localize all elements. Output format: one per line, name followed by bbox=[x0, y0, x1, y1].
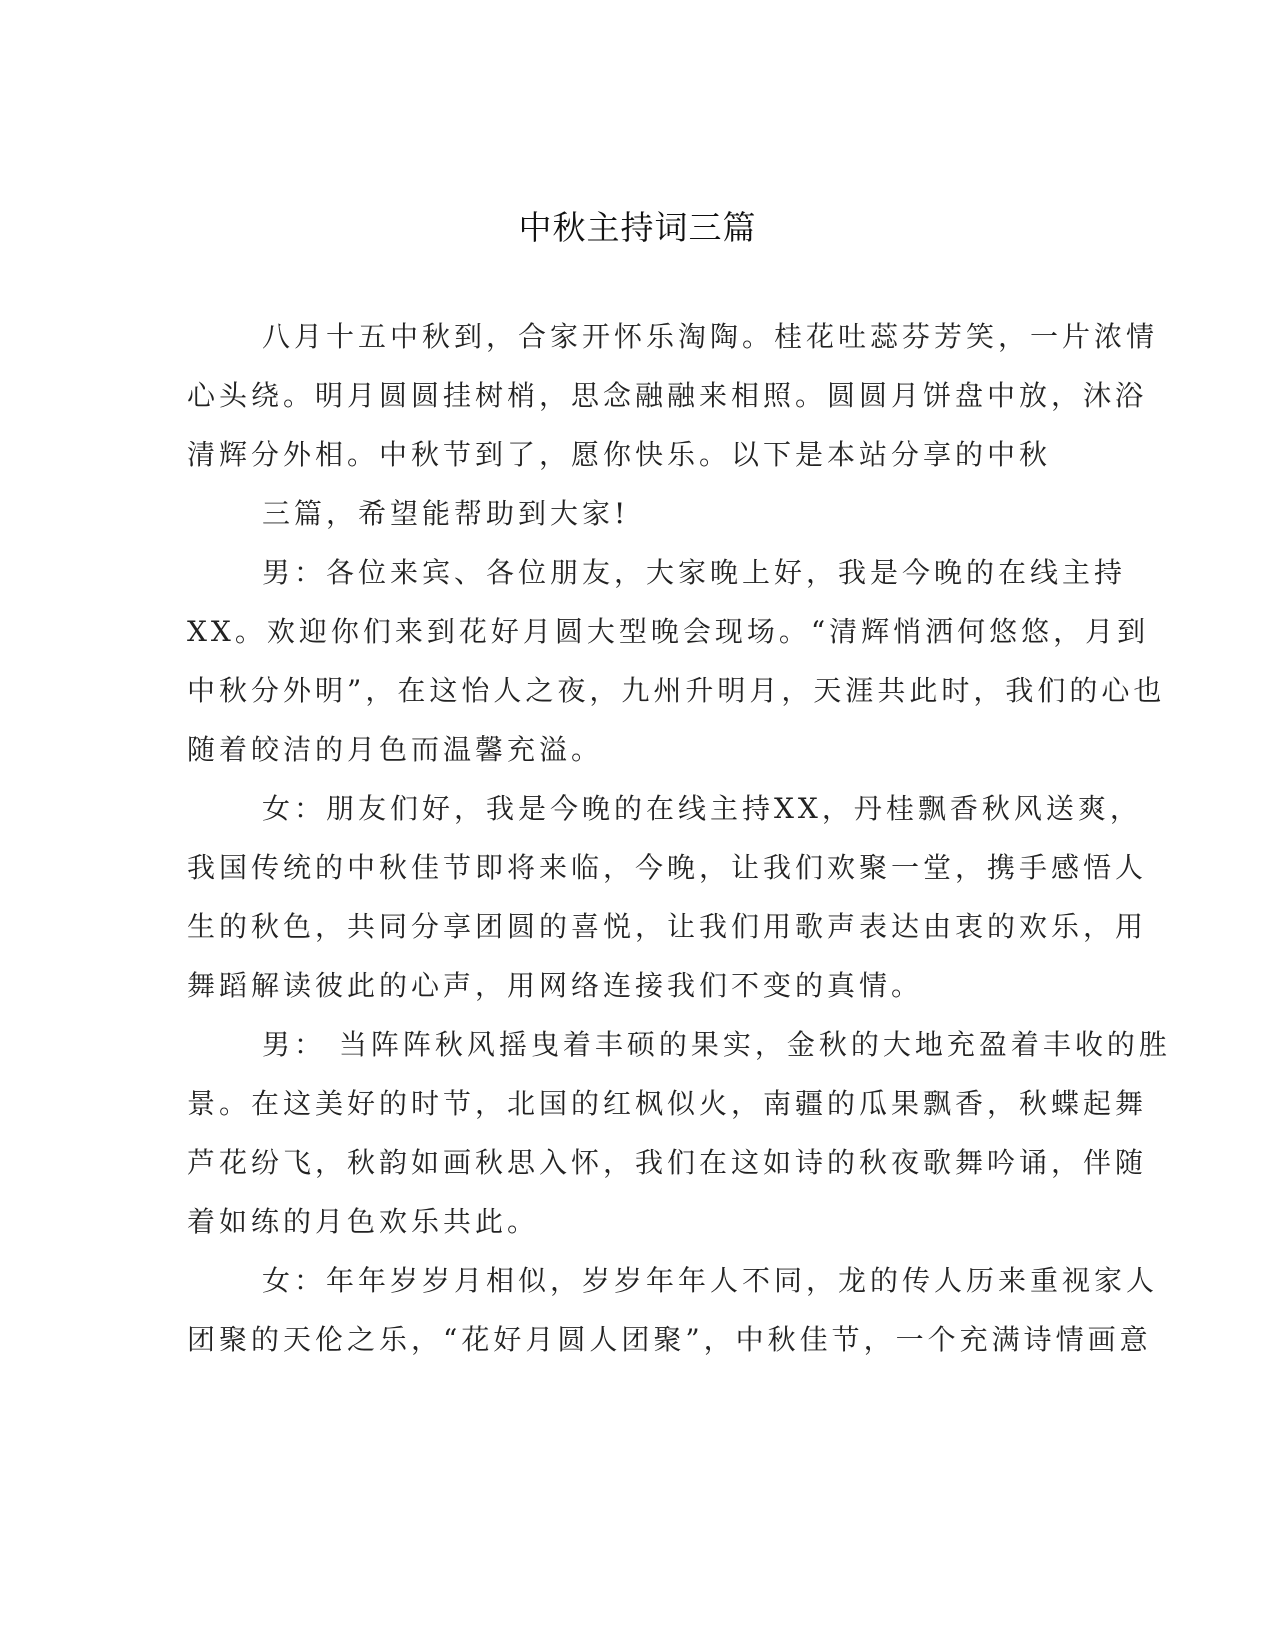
text-line: 景。在这美好的时节，北国的红枫似火，南疆的瓜果飘香，秋蝶起舞 bbox=[187, 1087, 1148, 1120]
text-line: 男： 当阵阵秋风摇曳着丰硕的果实，金秋的大地充盈着丰收的胜 bbox=[262, 1028, 1171, 1061]
text-line: 八月十五中秋到，合家开怀乐淘陶。桂花吐蕊芬芳笑，一片浓情 bbox=[262, 320, 1159, 353]
text-line: 团聚的天伦之乐，“花好月圆人团聚”，中秋佳节，一个充满诗情画意 bbox=[187, 1323, 1152, 1356]
text-line: 女：朋友们好，我是今晚的在线主持XX，丹桂飘香秋风送爽， bbox=[262, 792, 1142, 825]
text-line: 着如练的月色欢乐共此。 bbox=[187, 1205, 540, 1238]
text-line: 三篇，希望能帮助到大家! bbox=[262, 497, 630, 530]
text-line: 清辉分外相。中秋节到了，愿你快乐。以下是本站分享的中秋 bbox=[187, 438, 1052, 471]
document-title: 中秋主持词三篇 bbox=[518, 208, 757, 247]
text-line: 随着皎洁的月色而温馨充溢。 bbox=[187, 733, 604, 766]
text-line: 舞蹈解读彼此的心声，用网络连接我们不变的真情。 bbox=[187, 969, 924, 1002]
text-line: 芦花纷飞，秋韵如画秋思入怀，我们在这如诗的秋夜歌舞吟诵，伴随 bbox=[187, 1146, 1148, 1179]
text-line: 我国传统的中秋佳节即将来临，今晚，让我们欢聚一堂，携手感悟人 bbox=[187, 851, 1148, 884]
text-line: 生的秋色，共同分享团圆的喜悦，让我们用歌声表达由衷的欢乐，用 bbox=[187, 910, 1148, 943]
text-line: 心头绕。明月圆圆挂树梢，思念融融来相照。圆圆月饼盘中放，沐浴 bbox=[187, 379, 1148, 412]
text-line: 男：各位来宾、各位朋友，大家晚上好，我是今晚的在线主持 bbox=[262, 556, 1127, 589]
text-line: XX。欢迎你们来到花好月圆大型晚会现场。“清辉悄洒何悠悠，月到 bbox=[187, 615, 1150, 648]
text-line: 女：年年岁岁月相似，岁岁年年人不同，龙的传人历来重视家人 bbox=[262, 1264, 1159, 1297]
text-line: 中秋分外明”，在这怡人之夜，九州升明月，天涯共此时，我们的心也 bbox=[187, 674, 1166, 707]
